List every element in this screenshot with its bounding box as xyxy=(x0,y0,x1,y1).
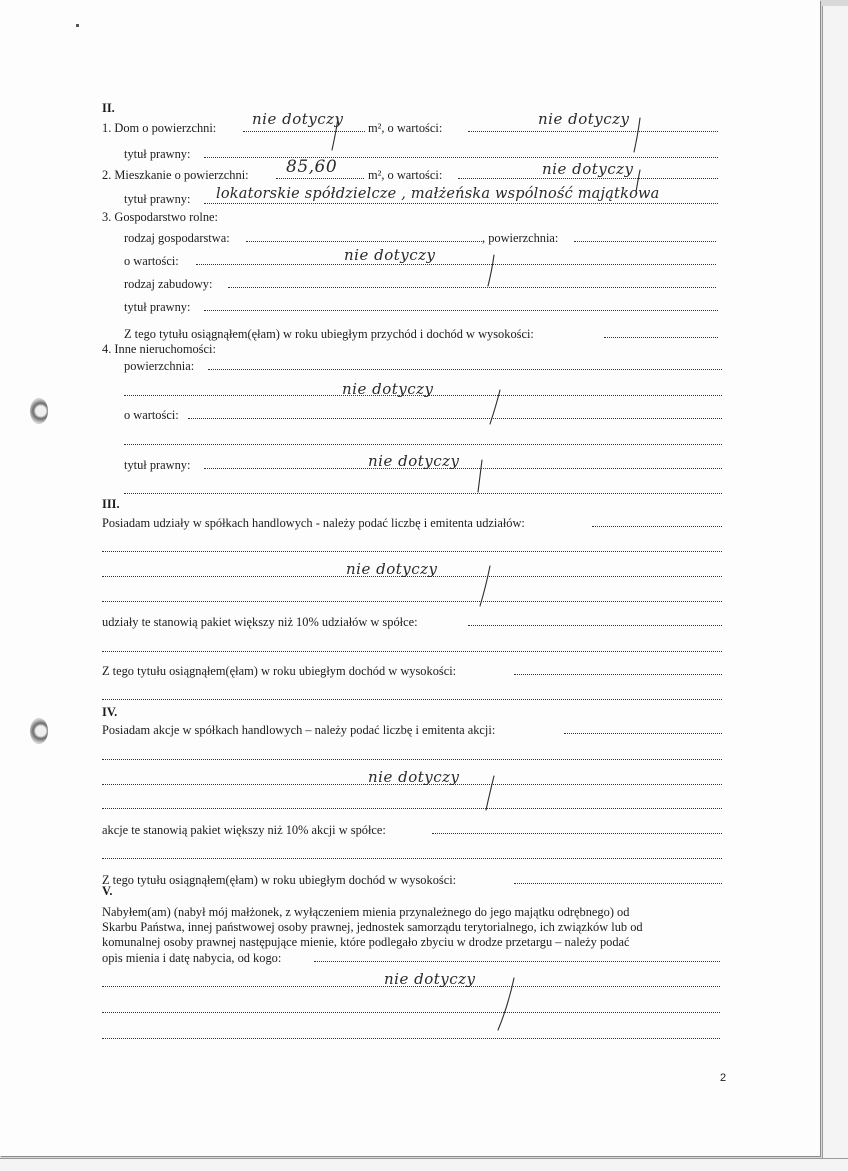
section-4-heading: IV. xyxy=(102,705,118,719)
shares-label: Posiadam udziały w spółkach handlowych - należy podać liczbę i emitenta udziałów: xyxy=(102,516,525,530)
acquisition-text-1: Nabyłem(am) (nabył mój małżonek, z wyłączeniem mienia przynależnego do jego majątku odrębnego) od xyxy=(102,905,630,919)
farm-income-label: Z tego tytułu osiągnąłem(ęłam) w roku ubiegłym przychód i dochód w wysokości: xyxy=(124,327,534,341)
sheet-edge xyxy=(822,6,848,1170)
farm-label: 3. Gospodarstwo rolne: xyxy=(102,210,218,224)
section-3-heading: III. xyxy=(102,497,120,511)
farm-title-label: tytuł prawny: xyxy=(124,300,191,314)
stocks-income-label: Z tego tytułu osiągnąłem(ęłam) w roku ubiegłym dochód w wysokości: xyxy=(102,873,457,887)
stocks-10pct-label: akcje te stanowią pakiet większy niż 10% akcji w spółce: xyxy=(102,823,386,837)
flat-value-handwritten: nie dotyczy xyxy=(542,160,634,178)
acquisition-text-3: komunalnej osoby prawnej następujące mienie, które podlegało zbyciu w drodze przetargu – należy podać xyxy=(102,935,630,949)
flat-area-label: 2. Mieszkanie o powierzchni: xyxy=(102,168,249,182)
farm-value-label: o wartości: xyxy=(124,254,179,268)
house-title-label: tytuł prawny: xyxy=(124,147,191,161)
acquisition-text-2: Skarbu Państwa, innej państwowej osoby prawnej, jednostek samorządu terytorialnego, ich związków lub od xyxy=(102,920,643,934)
acquisition-text-4: opis mienia i datę nabycia, od kogo: xyxy=(102,951,282,965)
acquisition-handwritten: nie dotyczy xyxy=(384,970,476,988)
farm-buildings-label: rodzaj zabudowy: xyxy=(124,277,213,291)
farm-type-label: rodzaj gospodarstwa: xyxy=(124,231,230,245)
stocks-handwritten: nie dotyczy xyxy=(368,768,460,786)
other-title-label: tytuł prawny: xyxy=(124,458,191,472)
other-property-label: 4. Inne nieruchomości: xyxy=(102,342,216,356)
house-area-label: 1. Dom o powierzchni: xyxy=(102,121,217,135)
house-value-label: m², o wartości: xyxy=(368,121,443,135)
house-area-handwritten: nie dotyczy xyxy=(252,110,344,128)
flat-title-label: tytuł prawny: xyxy=(124,192,191,206)
shares-10pct-label: udziały te stanowią pakiet większy niż 10% udziałów w spółce: xyxy=(102,615,418,629)
section-5-heading: V. xyxy=(102,884,113,898)
house-value-handwritten: nie dotyczy xyxy=(538,110,630,128)
shares-income-label: Z tego tytułu osiągnąłem(ęłam) w roku ubiegłym dochód w wysokości: xyxy=(102,664,457,678)
section-2-heading: II. xyxy=(102,101,115,115)
other-area-label: powierzchnia: xyxy=(124,359,195,373)
farm-handwritten: nie dotyczy xyxy=(344,246,436,264)
flat-title-handwritten: lokatorskie spółdzielcze , małżeńska wspólność majątkowa xyxy=(216,186,660,202)
other-handwritten: nie dotyczy xyxy=(342,380,434,398)
other-title-handwritten: nie dotyczy xyxy=(368,452,460,470)
flat-area-handwritten: 85,60 xyxy=(286,157,338,177)
flat-value-label: m², o wartości: xyxy=(368,168,443,182)
page-number: 2 xyxy=(720,1072,727,1084)
sheet-edge xyxy=(0,1158,848,1171)
farm-area-label: , powierzchnia: xyxy=(482,231,559,245)
other-value-label: o wartości: xyxy=(124,408,179,422)
shares-handwritten: nie dotyczy xyxy=(346,560,438,578)
stocks-label: Posiadam akcje w spółkach handlowych – należy podać liczbę i emitenta akcji: xyxy=(102,723,496,737)
